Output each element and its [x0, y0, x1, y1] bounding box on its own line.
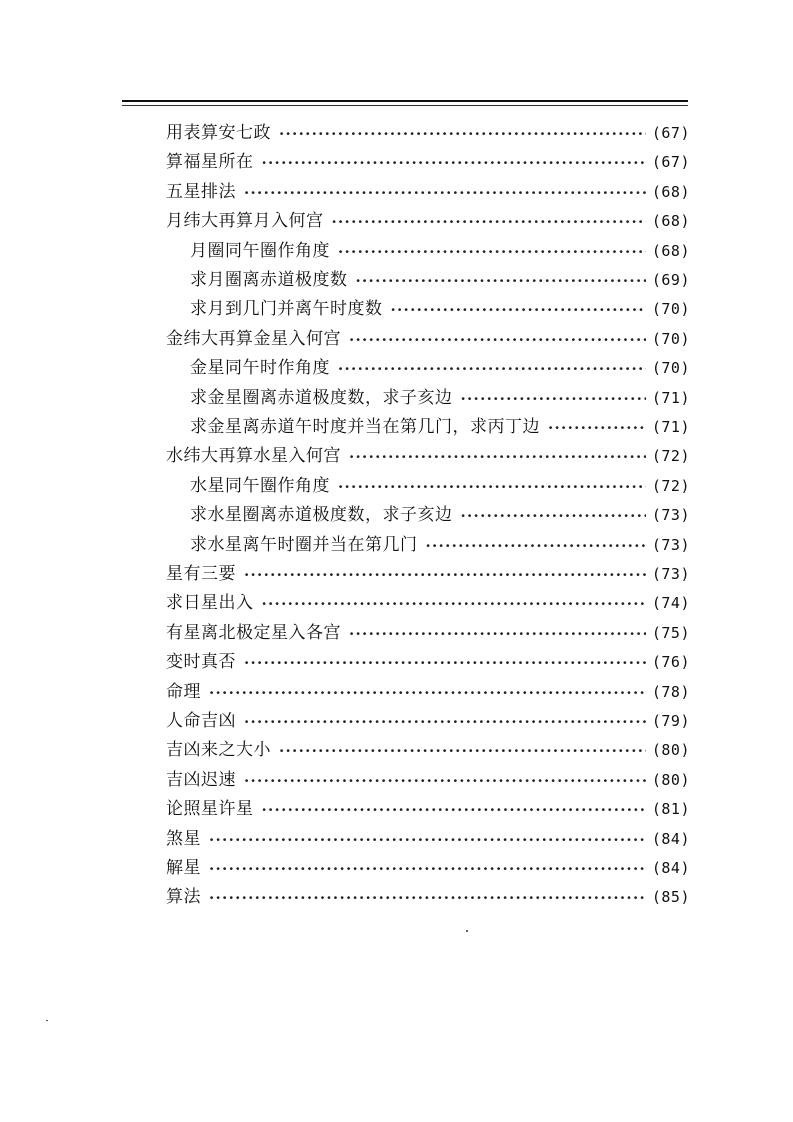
toc-entry-page-number: (80) [651, 741, 690, 759]
toc-entry-title: 用表算安七政 [166, 123, 271, 143]
toc-entry-page-number: (78) [651, 683, 690, 701]
toc-dot-leader [349, 620, 646, 646]
toc-entry-page-number: (85) [651, 888, 690, 906]
toc-entry-page-number: (68) [651, 212, 690, 230]
toc-entry-title: 求金星圈离赤道极度数，求子亥边 [190, 388, 453, 408]
toc-entry-title: 算法 [166, 887, 201, 907]
toc-dot-leader [461, 502, 646, 528]
toc-dot-leader [209, 826, 646, 852]
toc-dot-leader [244, 767, 646, 793]
toc-entry[interactable] [190, 532, 690, 558]
toc-entry-page-number: (73) [651, 565, 690, 583]
toc-entry-title: 有星离北极定星入各宫 [166, 623, 341, 643]
toc-entry-title: 煞星 [166, 829, 201, 849]
toc-entry-page-number: (75) [651, 624, 690, 642]
toc-dot-leader [391, 296, 646, 322]
toc-entry[interactable] [166, 179, 690, 205]
toc-entry[interactable] [166, 796, 690, 822]
toc-dot-leader [244, 561, 646, 587]
toc-entry[interactable] [166, 590, 690, 616]
toc-entry-title: 金星同午时作角度 [190, 358, 330, 378]
toc-entry-page-number: (76) [651, 653, 690, 671]
toc-dot-leader [262, 796, 646, 822]
toc-dot-leader [279, 737, 646, 763]
toc-entry[interactable] [166, 855, 690, 881]
toc-entry-title: 论照星许星 [166, 799, 254, 819]
toc-entry[interactable] [166, 649, 690, 675]
toc-entry[interactable] [190, 473, 690, 499]
toc-entry-page-number: (70) [651, 330, 690, 348]
toc-entry-page-number: (68) [651, 183, 690, 201]
toc-entry[interactable] [190, 267, 690, 293]
toc-dot-leader [262, 149, 646, 175]
toc-dot-leader [244, 708, 646, 734]
toc-entry-title: 吉凶迟速 [166, 770, 236, 790]
toc-entry-page-number: (73) [651, 536, 690, 554]
toc-dot-leader [426, 532, 646, 558]
toc-entry-page-number: (79) [651, 712, 690, 730]
toc-entry-page-number: (72) [651, 447, 690, 465]
toc-dot-leader [279, 120, 646, 146]
toc-entry-page-number: (69) [651, 271, 690, 289]
toc-entry[interactable] [166, 884, 690, 910]
toc-dot-leader [338, 473, 646, 499]
toc-entry-title: 月纬大再算月入何宫 [166, 211, 324, 231]
toc-dot-leader [338, 238, 646, 264]
scan-speck [466, 930, 468, 932]
toc-dot-leader [338, 355, 646, 381]
toc-entry[interactable] [166, 708, 690, 734]
toc-entry-title: 星有三要 [166, 564, 236, 584]
toc-entry-title: 水星同午圈作角度 [190, 476, 330, 496]
toc-entry-title: 水纬大再算水星入何宫 [166, 446, 341, 466]
toc-entry[interactable] [166, 679, 690, 705]
toc-entry-title: 吉凶来之大小 [166, 740, 271, 760]
toc-entry-page-number: (81) [651, 800, 690, 818]
toc-entry[interactable] [190, 385, 690, 411]
toc-entry-page-number: (71) [651, 418, 690, 436]
toc-entry[interactable] [166, 443, 690, 469]
toc-entry-title: 人命吉凶 [166, 711, 236, 731]
toc-entry[interactable] [190, 355, 690, 381]
toc-dot-leader [209, 855, 646, 881]
toc-entry-title: 解星 [166, 858, 201, 878]
toc-entry[interactable] [190, 296, 690, 322]
toc-entry-page-number: (72) [651, 477, 690, 495]
toc-entry[interactable] [166, 326, 690, 352]
toc-entry[interactable] [190, 238, 690, 264]
toc-entry-title: 五星排法 [166, 182, 236, 202]
toc-dot-leader [262, 590, 646, 616]
toc-entry[interactable] [166, 208, 690, 234]
toc-entry-title: 变时真否 [166, 652, 236, 672]
toc-entry[interactable] [166, 561, 690, 587]
toc-dot-leader [461, 385, 646, 411]
toc-dot-leader [349, 443, 646, 469]
toc-entry-page-number: (71) [651, 389, 690, 407]
toc-entry[interactable] [190, 414, 690, 440]
toc-dot-leader [356, 267, 646, 293]
toc-entry-page-number: (68) [651, 242, 690, 260]
toc-entry-title: 金纬大再算金星入何宫 [166, 329, 341, 349]
toc-entry-page-number: (70) [651, 359, 690, 377]
toc-dot-leader [548, 414, 646, 440]
toc-dot-leader [349, 326, 646, 352]
toc-dot-leader [209, 679, 646, 705]
toc-entry-page-number: (84) [651, 830, 690, 848]
toc-entry[interactable] [166, 767, 690, 793]
toc-entry-page-number: (67) [651, 124, 690, 142]
toc-entry[interactable] [166, 620, 690, 646]
toc-entry-page-number: (84) [651, 859, 690, 877]
toc-entry[interactable] [166, 120, 690, 146]
toc-entry[interactable] [166, 737, 690, 763]
toc-entry-page-number: (73) [651, 506, 690, 524]
toc-entry-title: 求水星圈离赤道极度数，求子亥边 [190, 505, 453, 525]
toc-entry-page-number: (67) [651, 153, 690, 171]
scan-speck [46, 1020, 48, 1021]
toc-entry-title: 命理 [166, 682, 201, 702]
toc-entry-page-number: (70) [651, 300, 690, 318]
toc-entry[interactable] [166, 826, 690, 852]
toc-entry-title: 求月圈离赤道极度数 [190, 270, 348, 290]
toc-entry-title: 求月到几门并离午时度数 [190, 299, 383, 319]
toc-entry-title: 求金星离赤道午时度并当在第几门，求丙丁边 [190, 417, 540, 437]
toc-entry-title: 月圈同午圈作角度 [190, 241, 330, 261]
toc-dot-leader [332, 208, 646, 234]
toc-dot-leader [244, 179, 646, 205]
toc-entry-page-number: (74) [651, 594, 690, 612]
toc-entry-title: 求日星出入 [166, 593, 254, 613]
toc-dot-leader [244, 649, 646, 675]
toc-entry-title: 求水星离午时圈并当在第几门 [190, 535, 418, 555]
toc-dot-leader [209, 884, 646, 910]
toc-entry-title: 算福星所在 [166, 152, 254, 172]
toc-entry[interactable] [190, 502, 690, 528]
toc-entry-page-number: (80) [651, 771, 690, 789]
toc-entry[interactable] [166, 149, 690, 175]
